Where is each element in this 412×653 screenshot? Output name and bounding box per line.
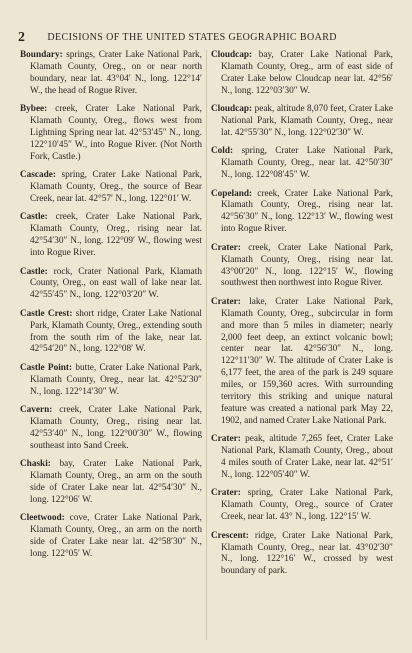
- entry-term: Bybee:: [20, 104, 48, 115]
- gazetteer-entry: [211, 531, 393, 579]
- entry-description: creek, Crater Lake National Park, Klamath County, Oreg., rising near lat. 42°53′40″ N., long. 122°00′30″ W., flowing southeast into Sand Creek.: [30, 405, 202, 451]
- gazetteer-entry: [20, 459, 202, 507]
- left-column: [20, 50, 202, 567]
- gazetteer-entry: [20, 212, 202, 260]
- entry-term: Crater:: [211, 296, 241, 307]
- gazetteer-entry: [20, 267, 202, 303]
- gazetteer-entry: [211, 243, 393, 291]
- right-column: [211, 50, 393, 585]
- entry-term: Cleetwood:: [20, 513, 65, 524]
- entry-term: Crater:: [211, 242, 241, 253]
- entry-description: spring, Crater Lake National Park, Klamath County, Oreg., near lat. 42°50′30″ N., long. 122°08′45″ W.: [221, 146, 393, 181]
- entry-term: Crater:: [211, 488, 241, 499]
- gazetteer-entry: [211, 146, 393, 182]
- entry-term: Castle Point:: [20, 362, 73, 373]
- entry-term: Castle Crest:: [20, 308, 73, 319]
- entry-term: Cloudcap:: [211, 104, 253, 115]
- entry-term: Chaski:: [20, 459, 51, 470]
- entry-term: Castle:: [20, 266, 48, 277]
- entry-description: peak, altitude 8,070 feet, Crater Lake National Park, Klamath County, Oreg., near lat. 42°55′30″ N., long. 122°02′30″ W.: [221, 104, 393, 138]
- entry-description: spring, Crater Lake National Park, Klamath County, Oreg., source of Crater Creek, near lat. 43° N., long. 122°15′ W.: [221, 488, 393, 523]
- entry-description: bay, Crater Lake National Park, Klamath County, Oreg., arm of east side of Crater Lake below Cloudcap near lat. 42°56′ N., long. 122°03′30″ W.: [221, 50, 393, 96]
- gazetteer-entry: [211, 189, 393, 237]
- entry-description: short ridge, Crater Lake National Park, Klamath County, Oreg., extending south from the south rim of the lake, near lat. 42°54′20″ N., long. 122°08′ W.: [30, 308, 202, 355]
- page-header: [18, 30, 398, 46]
- entry-term: Crescent:: [211, 530, 249, 541]
- gazetteer-entry: [211, 488, 393, 524]
- entry-description: cove, Crater Lake National Park, Klamath County, Oreg., an arm on the north side of Crater Lake near lat. 42°58′30″ N., long. 122°05′ W.: [30, 513, 202, 560]
- entry-term: Cold:: [211, 146, 234, 157]
- entry-description: rock, Crater National Park, Klamath County, Oreg., on east wall of lake near lat. 42°55′45″ N., long. 122°03′20″ W.: [30, 266, 202, 301]
- gazetteer-entry: [20, 309, 202, 357]
- entry-description: lake, Crater Lake National Park, Klamath County, Oreg., subcircular in form and more than 5 miles in diameter; nearly 2,000 feet deep, an extinct volcanic bowl; center near lat. 42°56′30″ N., long. 122°11′30″ W. The altitude of Crater Lake is 6,177 feet, the area of the park is 249 square miles, or 159,360 acres. With surrounding territory this striking and unique natural feature was created a national park May 22, 1902, and named Crater Lake National Park.: [221, 296, 393, 426]
- entry-term: Castle:: [20, 212, 48, 223]
- gazetteer-entry: [20, 513, 202, 561]
- entry-term: Boundary:: [20, 50, 63, 60]
- gazetteer-entry: [20, 170, 202, 206]
- entry-term: Crater:: [211, 434, 241, 445]
- entry-description: springs, Crater Lake National Park, Klamath County, Oreg., on or near north boundary, near lat. 43°04′ N., long. 122°14′ W., the head of Rogue River.: [30, 50, 202, 96]
- entry-description: bay, Crater Lake National Park, Klamath County, Oreg., an arm on the south side of Crater Lake near lat. 42°54′30″ N., long. 122°06′ W.: [30, 459, 202, 505]
- gazetteer-entry: [20, 104, 202, 164]
- gazetteer-entry: [20, 405, 202, 453]
- gazetteer-entry: [211, 104, 393, 140]
- running-title: DECISIONS OF THE UNITED STATES GEOGRAPHIC BOARD: [47, 32, 337, 43]
- entry-term: Cascade:: [20, 170, 56, 181]
- entry-term: Copeland:: [211, 188, 253, 199]
- entry-description: creek, Crater Lake National Park, Klamath County, Oreg., rising near lat. 42°54′30″ N., long. 122°09′ W., flowing west into Rogue River.: [30, 212, 202, 259]
- column-divider: [206, 50, 207, 640]
- page-number: 2: [18, 30, 26, 45]
- entry-description: butte, Crater Lake National Park, Klamath County, Oreg., near lat. 42°52′30″ N., long. 122°14′30″ W.: [30, 362, 202, 397]
- gazetteer-entry: [211, 297, 393, 428]
- gazetteer-entry: [211, 434, 393, 482]
- entry-description: peak, altitude 7,265 feet, Crater Lake National Park, Klamath County, Oreg., about 4 miles south of Crater Lake, near lat. 42°51′ N., long. 122°05′40″ W.: [221, 434, 393, 480]
- gazetteer-entry: [20, 50, 202, 98]
- entry-description: creek, Crater Lake National Park, Klamath County, Oreg., flows west from Lightning Spring near lat. 42°53′45″ N., long. 122°10′45″ W., into Rogue River. (Not North Fork, Castle.): [30, 104, 202, 162]
- entry-term: Cavern:: [20, 405, 53, 416]
- gazetteer-entry: [20, 363, 202, 399]
- gazetteer-entry: [211, 50, 393, 98]
- entry-description: spring, Crater Lake National Park, Klamath County, Oreg., the source of Bear Creek, near lat. 42°57′ N., long. 122°01′ W.: [30, 170, 202, 204]
- entry-description: creek, Crater Lake National Park, Klamath County, Oreg., rising near lat. 43°00′20″ N., long. 122°15′ W., flowing southwest then northwest into Rogue River.: [221, 242, 393, 289]
- entry-description: creek, Crater Lake National Park, Klamath County, Oreg., rising near lat. 42°56′30″ N., long. 122°13′ W., flowing west into Rogue River.: [221, 188, 393, 235]
- entry-description: ridge, Crater Lake National Park, Klamath County, Oreg., near lat. 43°02′30″ N., long. 122°16′ W., crossed by west boundary of park.: [221, 530, 393, 577]
- entry-term: Cloudcap:: [211, 50, 253, 60]
